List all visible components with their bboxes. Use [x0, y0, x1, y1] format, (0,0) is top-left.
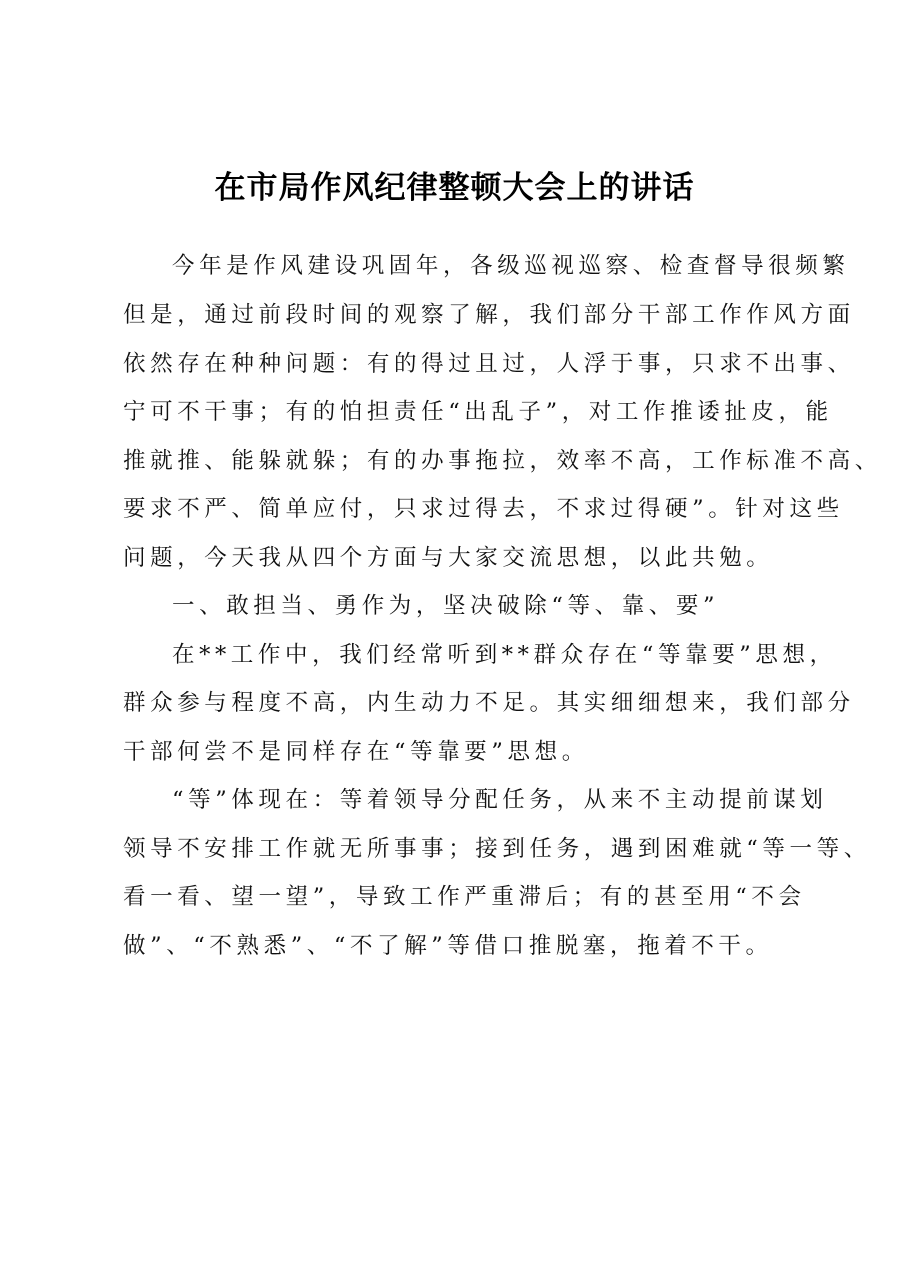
body-line-10: 干部何尝不是同样存在“等靠要”思想。: [123, 739, 589, 765]
body-line-8: 在**工作中，我们经常听到**群众存在“等靠要”思想，: [172, 642, 837, 668]
body-line-3: 依然存在种种问题：有的得过且过，人浮于事，只求不出事、: [123, 351, 855, 377]
section-heading-1: 一、敢担当、勇作为，坚决破除“等、靠、要”: [172, 593, 720, 619]
body-line-12: 领导不安排工作就无所事事；接到任务，遇到困难就“等一等、: [123, 836, 871, 862]
body-line-2: 但是，通过前段时间的观察了解，我们部分干部工作作风方面: [123, 302, 855, 328]
body-line-1: 今年是作风建设巩固年，各级巡视巡察、检查督导很频繁: [172, 253, 850, 279]
body-line-5: 推就推、能躲就躲；有的办事拖拉，效率不高，工作标准不高、: [123, 448, 882, 474]
body-line-14: 做”、“不熟悉”、“不了解”等借口推脱塞，拖着不干。: [123, 933, 773, 959]
body-line-9: 群众参与程度不高，内生动力不足。其实细细想来，我们部分: [123, 690, 855, 716]
body-line-13: 看一看、望一望”，导致工作严重滞后；有的甚至用“不会: [123, 884, 806, 910]
body-line-11: “等”体现在：等着领导分配任务，从来不主动提前谋划: [172, 787, 828, 813]
document-title: 在市局作风纪律整顿大会上的讲话: [214, 170, 695, 206]
body-line-7: 问题，今天我从四个方面与大家交流思想，以此共勉。: [123, 545, 774, 571]
body-line-4: 宁可不干事；有的怕担责任“出乱子”，对工作推诿扯皮，能: [123, 399, 833, 425]
body-line-6: 要求不严、简单应付，只求过得去，不求过得硬”。针对这些: [123, 496, 844, 522]
